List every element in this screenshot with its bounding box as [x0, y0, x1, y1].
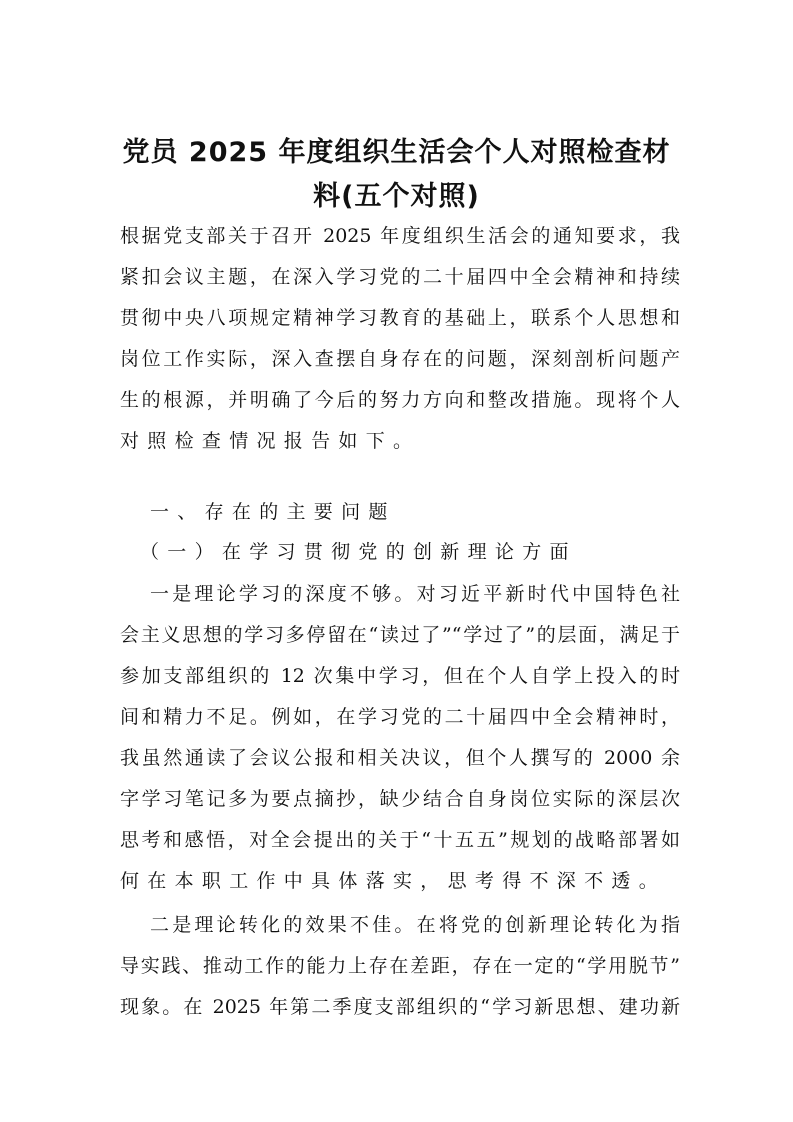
text-line: 生的根源，并明确了今后的努力方向和整改措施。现将个人: [120, 389, 680, 411]
text-line: 贯彻中央八项规定精神学习教育的基础上，联系个人思想和: [120, 307, 680, 329]
title-line: 料(五个对照): [313, 181, 480, 212]
text-line: 对照检查情况报告如下。: [120, 430, 421, 452]
text-line: 导实践、推动工作的能力上存在差距，存在一定的“学用脱节”: [120, 955, 680, 977]
text-line: 何在本职工作中具体落实，思考得不深不透。: [120, 870, 667, 892]
subsection-heading: （一）在学习贯彻党的创新理论方面: [140, 541, 577, 563]
text-line: 字学习笔记多为要点摘抄，缺少结合自身岗位实际的深层次: [120, 788, 680, 810]
text-line: 紧扣会议主题，在深入学习党的二十届四中全会精神和持续: [120, 266, 680, 288]
text-line: 会主义思想的学习多停留在“读过了”“学过了”的层面，满足于: [120, 624, 680, 646]
section-heading: 一、存在的主要问题: [150, 501, 396, 523]
title-line: 党员 2025 年度组织生活会个人对照检查材: [122, 137, 671, 168]
text-line: 参加支部组织的 12 次集中学习，但在个人自学上投入的时: [120, 665, 680, 687]
text-line: 现象。在 2025 年第二季度支部组织的“学习新思想、建功新: [120, 996, 680, 1018]
text-line: 间和精力不足。例如，在学习党的二十届四中全会精神时，: [120, 706, 680, 728]
text-line: 岗位工作实际，深入查摆自身存在的问题，深刻剖析问题产: [120, 348, 680, 370]
text-line: 思考和感悟，对全会提出的关于“十五五”规划的战略部署如: [120, 829, 680, 851]
text-line: 一是理论学习的深度不够。对习近平新时代中国特色社: [150, 583, 680, 605]
text-line: 根据党支部关于召开 2025 年度组织生活会的通知要求，我: [120, 225, 680, 247]
text-line: 二是理论转化的效果不佳。在将党的创新理论转化为指: [150, 914, 680, 936]
text-line: 我虽然通读了会议公报和相关决议，但个人撰写的 2000 余: [120, 747, 680, 769]
